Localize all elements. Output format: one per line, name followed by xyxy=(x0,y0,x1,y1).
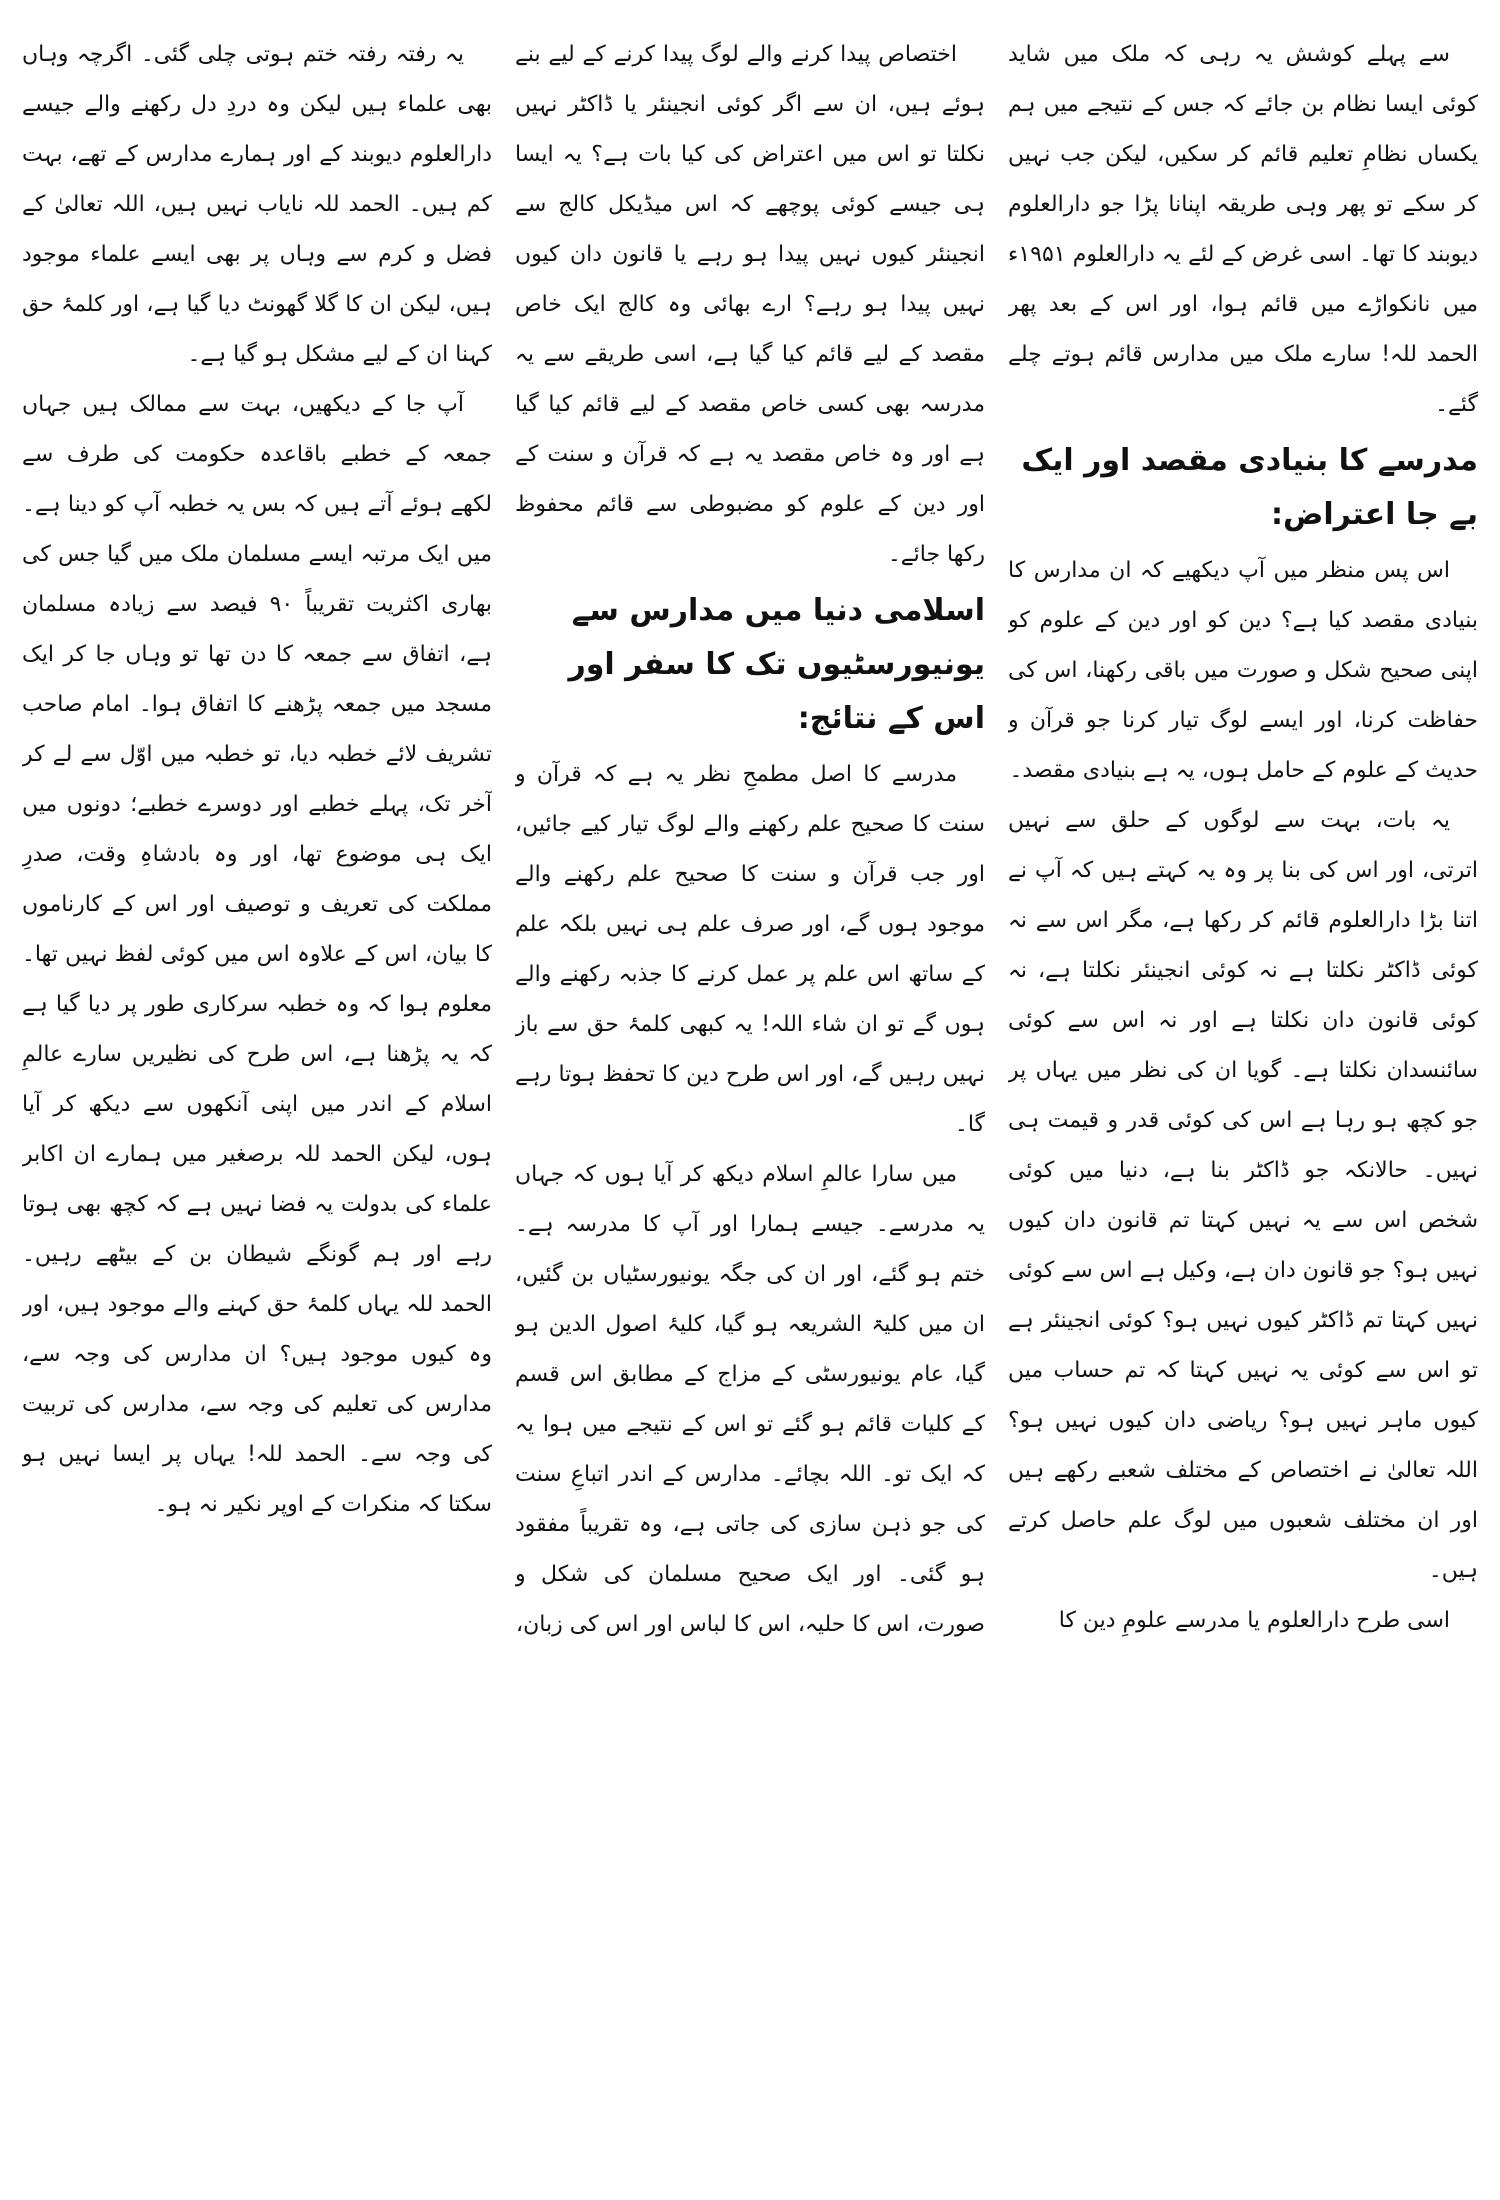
section-heading: اسلامی دنیا میں مدارس سے یونیورسٹیوں تک کا سفر اور اس کے نتائج: xyxy=(568,593,985,736)
column-left xyxy=(22,30,492,2180)
paragraph: اسی طرح دارالعلوم یا مدرسے علومِ دین کا xyxy=(1058,1608,1450,1633)
paragraph: آپ جا کے دیکھیں، بہت سے ممالک ہیں جہاں جمعہ کے خطبے باقاعدہ حکومت کی طرف سے لکھے ہوئے آتے ہیں کہ بس یہ خطبہ آپ کو دینا ہے۔ میں ایک مرتبہ ایسے مسلمان ملک میں گیا جس کی بھاری اکثریت تقریباً ۹۰ فیصد سے زیادہ مسلمان ہے، اتفاق سے جمعہ کا دن تھا تو وہاں جا کر ایک مسجد میں جمعہ پڑھنے کا اتفاق ہوا۔ امام صاحب تشریف لائے خطبہ دیا، تو خطبہ میں اوّل سے لے کر آخر تک، پہلے خطبے اور دوسرے خطبے؛ دونوں میں ایک ہی موضوع تھا، اور وہ بادشاہِ وقت، صدرِ مملکت کی تعریف و توصیف اور اس کے کارناموں کا بیان، اس کے علاوہ اس میں کوئی لفظ نہیں تھا۔ معلوم ہوا کہ وہ خطبہ سرکاری طور پر دیا گیا ہے کہ یہ پڑھنا ہے، اس طرح کی نظیریں سارے عالمِ اسلام کے اندر میں اپنی آنکھوں سے دیکھ کر آیا ہوں، لیکن الحمد للہ برصغیر میں ہمارے ان اکابر علماء کی بدولت یہ فضا نہیں ہے کہ کچھ بھی ہوتا رہے اور ہم گونگے شیطان بن کے بیٹھے رہیں۔ الحمد للہ یہاں کلمۂ حق کہنے والے موجود ہیں، اور وہ کیوں موجود ہیں؟ ان مدارس کی وجہ سے، مدارس کی تعلیم کی وجہ سے، مدارس کی تربیت کی وجہ سے۔ الحمد للہ! یہاں پر ایسا نہیں ہو سکتا کہ منکرات کے اوپر نکیر نہ ہو۔ xyxy=(22,392,492,1517)
column-right xyxy=(1008,30,1478,2180)
column-middle xyxy=(515,30,985,2180)
paragraph: مدرسے کا اصل مطمحِ نظر یہ ہے کہ قرآن و سنت کا صحیح علم رکھنے والے لوگ تیار کیے جائیں، اور جب قرآن و سنت کا صحیح علم رکھنے والے موجود ہوں گے، اور صرف علم ہی نہیں بلکہ علم کے ساتھ اس علم پر عمل کرنے کا جذبہ رکھنے والے ہوں گے تو ان شاء اللہ! یہ کبھی کلمۂ حق سے باز نہیں رہیں گے، اور اس طرح دین کا تحفظ ہوتا رہے گا۔ xyxy=(515,762,985,1137)
paragraph: اختصاص پیدا کرنے والے لوگ پیدا کرنے کے لیے بنے ہوئے ہیں، ان سے اگر کوئی انجینئر یا ڈاکٹر نہیں نکلتا تو اس میں اعتراض کی کیا بات ہے؟ یہ ایسا ہی جیسے کوئی پوچھے کہ اس میڈیکل کالج سے انجینئر کیوں نہیں پیدا ہو رہے یا قانون دان کیوں نہیں پیدا ہو رہے؟ ارے بھائی وہ کالج ایک خاص مقصد کے لیے قائم کیا گیا ہے، اسی طریقے سے یہ مدرسہ بھی کسی خاص مقصد کے لیے قائم کیا گیا ہے اور وہ خاص مقصد یہ ہے کہ قرآن و سنت کے اور دین کے علوم کو مضبوطی سے قائم محفوظ رکھا جائے۔ xyxy=(515,42,985,567)
paragraph: سے پہلے کوشش یہ رہی کہ ملک میں شاید کوئی ایسا نظام بن جائے کہ جس کے نتیجے میں ہم یکساں نظامِ تعلیم قائم کر سکیں، لیکن جب نہیں کر سکے تو پھر وہی طریقہ اپنانا پڑا جو دارالعلوم دیوبند کا تھا۔ اسی غرض کے لئے یہ دارالعلوم ۱۹۵۱ء میں نانکواڑے میں قائم ہوا، اور اس کے بعد پھر الحمد للہ! سارے ملک میں مدارس قائم ہوتے چلے گئے۔ xyxy=(1008,42,1478,417)
paragraph: یہ رفتہ رفتہ ختم ہوتی چلی گئی۔ اگرچہ وہاں بھی علماء ہیں لیکن وہ دردِ دل رکھنے والے جیسے دارالعلوم دیوبند کے اور ہمارے مدارس کے تھے، بہت کم ہیں۔ الحمد للہ نایاب نہیں ہیں، اللہ تعالیٰ کے فضل و کرم سے وہاں پر بھی ایسے علماء موجود ہیں، لیکن ان کا گلا گھونٹ دیا گیا ہے، اور کلمۂ حق کہنا ان کے لیے مشکل ہو گیا ہے۔ xyxy=(22,42,492,367)
paragraph: میں سارا عالمِ اسلام دیکھ کر آیا ہوں کہ جہاں یہ مدرسے۔ جیسے ہمارا اور آپ کا مدرسہ ہے۔ ختم ہو گئے، اور ان کی جگہ یونیورسٹیاں بن گئیں، ان میں کلیۃ الشریعہ ہو گیا، کلیۂ اصول الدین ہو گیا، عام یونیورسٹی کے مزاج کے مطابق اس قسم کے کلیات قائم ہو گئے تو اس کے نتیجے میں ہوا یہ کہ ایک تو۔ اللہ بچائے۔ مدارس کے اندر اتباعِ سنت کی جو ذہن سازی کی جاتی ہے، وہ تقریباً مفقود ہو گئی۔ اور ایک صحیح مسلمان کی شکل و صورت، اس کا حلیہ، اس کا لباس اور اس کی زبان، xyxy=(515,1162,985,1637)
section-heading: مدرسے کا بنیادی مقصد اور ایک بے جا اعتراض: xyxy=(1021,443,1478,532)
paragraph: اس پس منظر میں آپ دیکھیے کہ ان مدارس کا بنیادی مقصد کیا ہے؟ دین کو اور دین کے علوم کو اپنی صحیح شکل و صورت میں باقی رکھنا، اس کی حفاظت کرنا، اور ایسے لوگ تیار کرنا جو قرآن و حدیث کے علوم کے حامل ہوں، یہ ہے بنیادی مقصد۔ xyxy=(1008,558,1478,783)
paragraph: یہ بات، بہت سے لوگوں کے حلق سے نہیں اترتی، اور اس کی بنا پر وہ یہ کہتے ہیں کہ آپ نے اتنا بڑا دارالعلوم قائم کر رکھا ہے، مگر اس سے نہ کوئی ڈاکٹر نکلتا ہے نہ کوئی انجینئر نکلتا ہے، نہ کوئی قانون دان نکلتا ہے اور نہ اس سے کوئی سائنسدان نکلتا ہے۔ گویا ان کی نظر میں یہاں پر جو کچھ ہو رہا ہے اس کی کوئی قدر و قیمت ہی نہیں۔ حالانکہ جو ڈاکٹر بنا ہے، دنیا میں کوئی شخص اس سے یہ نہیں کہتا تم قانون دان کیوں نہیں ہو؟ جو قانون دان ہے، وکیل ہے اس سے کوئی نہیں کہتا تم ڈاکٹر کیوں نہیں ہو؟ کوئی انجینئر ہے تو اس سے کوئی یہ نہیں کہتا کہ تم حساب میں کیوں ماہر نہیں ہو؟ ریاضی دان کیوں نہیں ہو؟ اللہ تعالیٰ نے اختصاص کے مختلف شعبے رکھے ہیں اور ان مختلف شعبوں میں لوگ علم حاصل کرتے ہیں۔ xyxy=(1008,808,1478,1583)
